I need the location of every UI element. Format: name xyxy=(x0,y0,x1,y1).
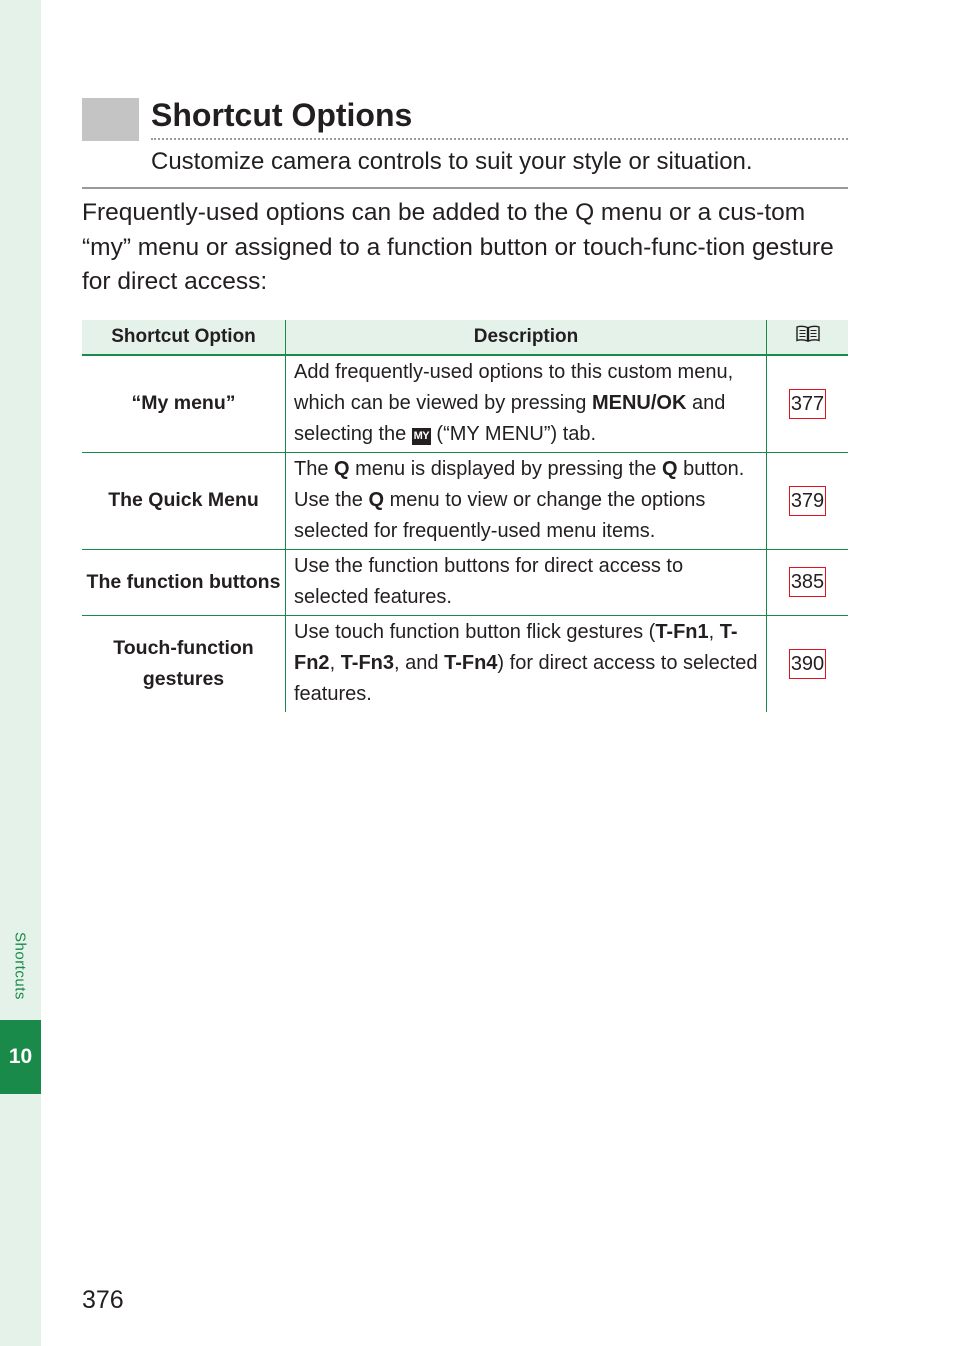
page-link[interactable]: 390 xyxy=(789,649,826,679)
header-page xyxy=(767,320,849,355)
side-bar xyxy=(0,0,41,1346)
option-description: Add frequently-used options to this custom menu, which can be viewed by pressing MENU/OK and selecting the MY (“MY MENU”) tab. xyxy=(286,355,767,452)
option-description: The Q menu is displayed by pressing the Q button. Use the Q menu to view or change the options selected for frequently-used menu items. xyxy=(286,452,767,549)
my-menu-icon: MY xyxy=(412,428,431,445)
chapter-tab[interactable]: 10 xyxy=(0,1020,41,1094)
table-header-row xyxy=(82,320,848,355)
table-row xyxy=(82,355,848,452)
option-name: The function buttons xyxy=(82,549,286,615)
option-description: Use touch function button flick gestures (T-Fn1, T-Fn2, T-Fn3, and T-Fn4) for direct access to selected features. xyxy=(286,615,767,712)
page-subtitle: Customize camera controls to suit your style or situation. xyxy=(151,148,753,175)
table-row xyxy=(82,615,848,712)
option-name: “My menu” xyxy=(82,355,286,452)
header-shortcut-option: Shortcut Option xyxy=(82,320,286,355)
page-title: Shortcut Options xyxy=(151,97,413,133)
option-description: Use the function buttons for direct access to selected features. xyxy=(286,549,767,615)
page-link[interactable]: 385 xyxy=(789,567,826,597)
table-row xyxy=(82,549,848,615)
header-description: Description xyxy=(286,320,767,355)
section-label: Shortcuts xyxy=(11,932,29,1000)
title-dotted-rule xyxy=(151,138,848,140)
page-link[interactable]: 379 xyxy=(789,486,826,516)
book-icon xyxy=(795,325,821,349)
title-marker xyxy=(82,98,139,141)
option-name: Touch-function gestures xyxy=(82,615,286,712)
option-name: The Quick Menu xyxy=(82,452,286,549)
page-number: 376 xyxy=(82,1286,124,1314)
page-link[interactable]: 377 xyxy=(789,389,826,419)
title-rule xyxy=(82,187,848,189)
table-row xyxy=(82,452,848,549)
shortcut-options-table xyxy=(82,320,848,712)
intro-paragraph: Frequently-used options can be added to the Q menu or a cus-tom “my” menu or assigned to a function button or touch-func-tion gesture for direct access: xyxy=(82,199,834,295)
